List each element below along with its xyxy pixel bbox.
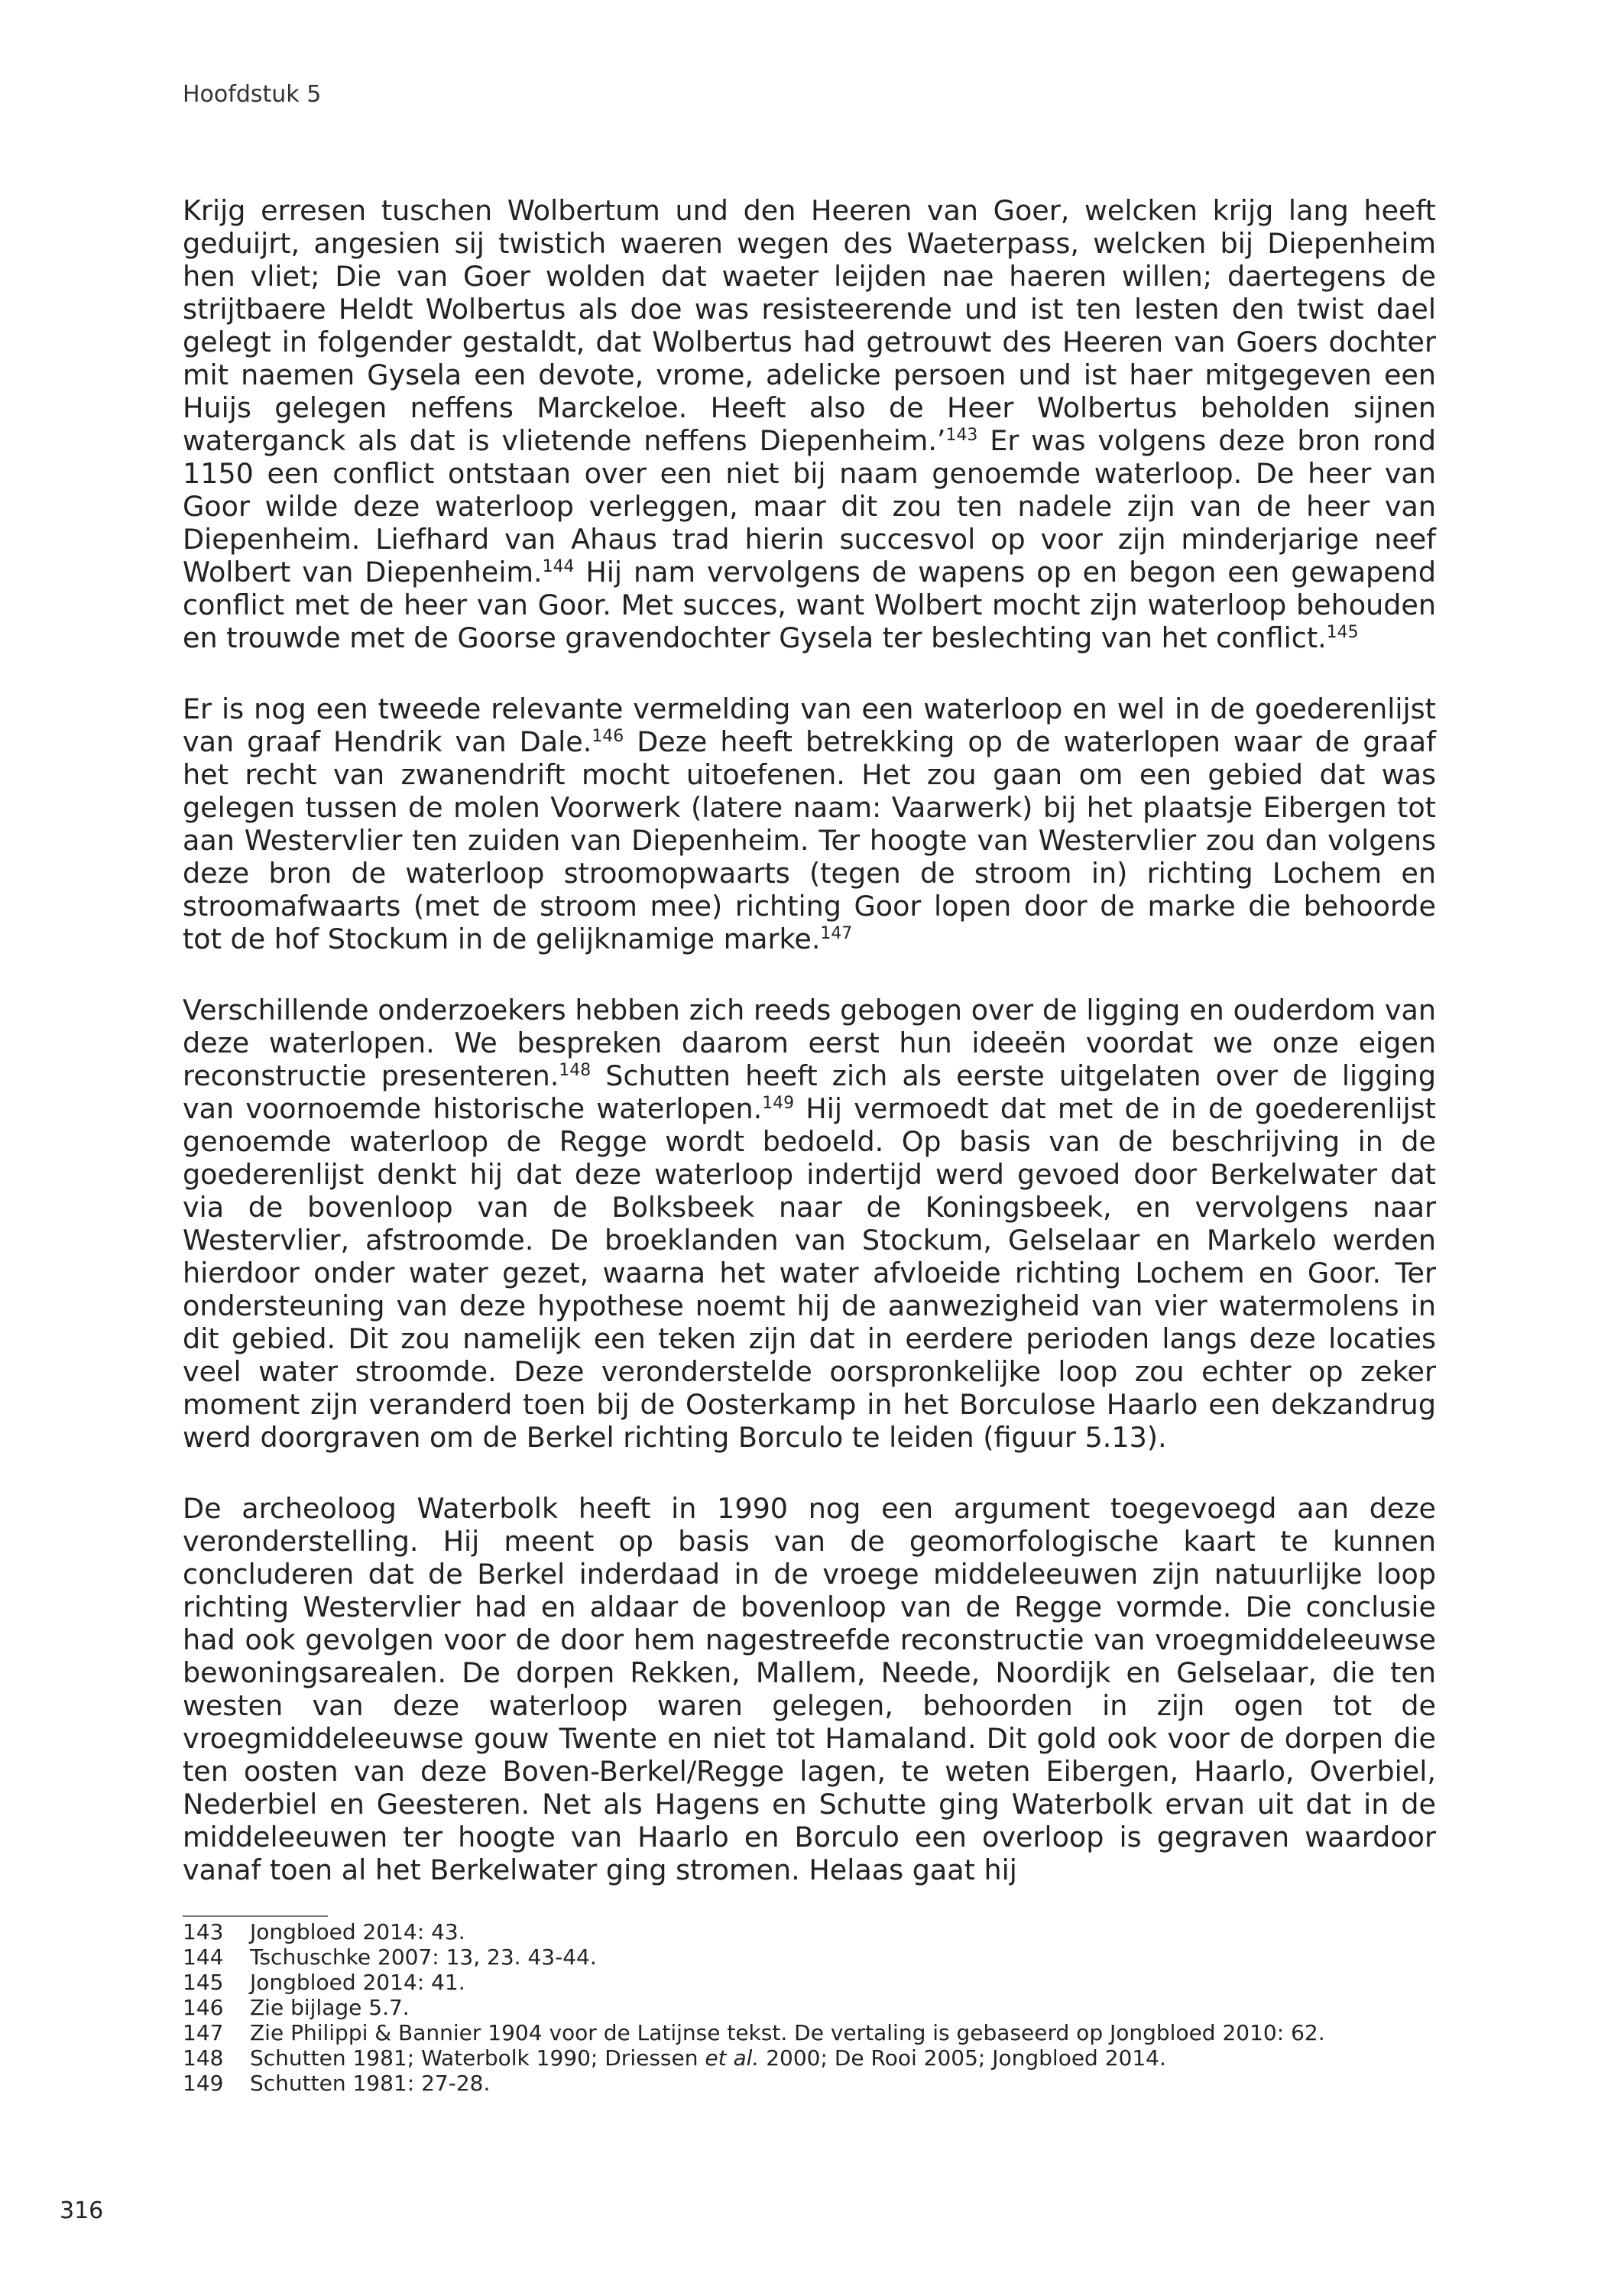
running-header: Hoofdstuk 5 bbox=[183, 81, 322, 108]
footnote-separator bbox=[183, 1915, 328, 1917]
footnote-ref-149[interactable]: 149 bbox=[762, 1093, 795, 1113]
text-run: Deze heeft betrekking op de waterlopen waar de graaf het recht van zwanendrift mocht uitoefenen. Het zou gaan om een gebied dat was gelegen tussen de molen Voorwerk (latere naam: Vaarwerk) bij het plaatsje Eibergen tot aan Westervlier ten zuiden van Diepenheim. Ter hoogte van Westervlier zou dan volgens deze bron de waterloop stroomopwaarts (tegen de stroom in) richting Lochem en stroomafwaarts (met de stroom mee) richting Goor lopen door de marke die behoorde tot de hof Stockum in de gelijknamige marke. bbox=[183, 725, 1436, 955]
footnote-number: 146 bbox=[183, 1995, 224, 2020]
footnote-147 bbox=[183, 2020, 1436, 2045]
footnote-number: 145 bbox=[183, 1970, 224, 1995]
footnote-ref-145[interactable]: 145 bbox=[1326, 622, 1359, 642]
text-run: Krijg erresen tuschen Wolbertum und den Heeren van Goer, welcken krijg lang heeft geduijrt, angesien sij twistich waeren wegen des Waeterpass, welcken bij Diepenheim hen vliet; Die van Goer wolden dat waeter leijden nae haeren willen; daertegens de strijtbaere Heldt Wolbertus als doe was resisteerende und ist ten lesten den twist dael gelegt in folgender gestaldt, dat Wolbertus had getrouwt des Heeren van Goers dochter mit naemen Gysela een devote, vrome, adelicke persoen und ist haer mitgegeven een Huijs gelegen neffens Marckeloe. Heeft also de Heer Wolbertus beholden sijnen waterganck als dat is vlietende neffens Diepenheim.’ bbox=[183, 194, 1436, 457]
text-run: De archeoloog Waterbolk heeft in 1990 nog een argument toegevoegd aan deze veronderstelling. Hij meent op basis van de geomorfologische kaart te kunnen concluderen dat de Berkel inderdaad in de vroege middeleeuwen zijn natuurlijke loop richting Westervlier had en aldaar de bovenloop van de Regge vormde. Die conclusie had ook gevolgen voor de door hem nagestreefde reconstructie van vroegmiddeleeuwse bewoningsarealen. De dorpen Rekken, Mallem, Neede, Noordijk en Gelselaar, die ten westen van deze waterloop waren gelegen, behoorden in zijn ogen tot de vroegmiddeleeuwse gouw Twente en niet tot Hamaland. Dit gold ook voor de dorpen die ten oosten van deze Boven-Berkel/Regge lagen, te weten Eibergen, Haarlo, Overbiel, Nederbiel en Geesteren. Net als Hagens en Schutte ging Waterbolk ervan uit dat in de middeleeuwen ter hoogte van Haarlo en Borculo een overloop is gegraven waardoor vanaf toen al het Berkelwater ging stromen. Helaas gaat hij bbox=[183, 1492, 1436, 1886]
text-run: Verschillende onderzoekers hebben zich reeds gebogen over de ligging en ouderdom van deze waterlopen. We bespreken daarom eerst hun ideeën voordat we onze eigen reconstructie presenteren. bbox=[183, 994, 1436, 1092]
italic-text: et al. bbox=[705, 2045, 760, 2071]
footnote-number: 147 bbox=[183, 2020, 224, 2045]
paragraph-1 bbox=[183, 194, 1436, 654]
paragraph-2 bbox=[183, 692, 1436, 955]
footnote-text: Zie Philippi & Bannier 1904 voor de Latijnse tekst. De vertaling is gebaseerd op Jongbloed 2010: 62. bbox=[250, 2020, 1325, 2045]
footnote-text: Zie bijlage 5.7. bbox=[250, 1995, 410, 2020]
footnote-148 bbox=[183, 2045, 1436, 2071]
paragraph-3 bbox=[183, 994, 1436, 1454]
text-run: Hij nam vervolgens de wapens op en begon een gewapend conflict met de heer van Goor. Met succes, want Wolbert mocht zijn waterloop behouden en trouwde met de Goorse gravendochter Gysela ter beslechting van het conflict. bbox=[183, 556, 1436, 654]
footnote-ref-143[interactable]: 143 bbox=[945, 425, 978, 445]
footnote-text: Jongbloed 2014: 43. bbox=[250, 1919, 465, 1944]
page-number: 316 bbox=[60, 2197, 104, 2224]
footnote-ref-148[interactable]: 148 bbox=[559, 1060, 592, 1080]
text-run: Schutten 1981; Waterbolk 1990; Driessen bbox=[250, 2045, 705, 2071]
footnote-ref-146[interactable]: 146 bbox=[592, 726, 624, 746]
footnote-text: Jongbloed 2014: 41. bbox=[250, 1970, 465, 1995]
main-text bbox=[183, 194, 1436, 1925]
footnote-text bbox=[250, 2045, 1436, 2071]
footnote-text: Schutten 1981: 27-28. bbox=[250, 2071, 491, 2096]
footnote-146 bbox=[183, 1995, 1436, 2020]
footnote-number: 148 bbox=[183, 2045, 224, 2071]
footnote-143 bbox=[183, 1919, 1436, 1944]
footnote-text: Tschuschke 2007: 13, 23. 43-44. bbox=[250, 1944, 597, 1970]
footnote-ref-147[interactable]: 147 bbox=[820, 923, 853, 943]
text-run: Er is nog een tweede relevante vermelding van een waterloop en wel in de goederenlijst van graaf Hendrik van Dale. bbox=[183, 692, 1436, 758]
text-run: 2000; De Rooi 2005; Jongbloed 2014. bbox=[759, 2045, 1166, 2071]
text-run: Er was volgens deze bron rond 1150 een conflict ontstaan over een niet bij naam genoemde waterloop. De heer van Goor wilde deze waterloop verleggen, maar dit zou ten nadele zijn van de heer van Diepenheim. Liefhard van Ahaus trad hierin succesvol op voor zijn minderjarige neef Wolbert van Diepenheim. bbox=[183, 424, 1437, 589]
footnote-145 bbox=[183, 1970, 1436, 1995]
paragraph-4 bbox=[183, 1492, 1436, 1886]
footnote-number: 143 bbox=[183, 1919, 224, 1944]
footnote-number: 149 bbox=[183, 2071, 224, 2096]
footnotes bbox=[183, 1919, 1436, 2096]
footnote-number: 144 bbox=[183, 1944, 224, 1970]
footnote-149 bbox=[183, 2071, 1436, 2096]
text-run: Schutten heeft zich als eerste uitgelaten over de ligging van voornoemde historische waterlopen. bbox=[183, 1059, 1436, 1125]
footnote-ref-144[interactable]: 144 bbox=[542, 556, 575, 576]
text-run: Hij vermoedt dat met de in de goederenlijst genoemde waterloop de Regge wordt bedoeld. Op basis van de beschrijving in de goederenlijst denkt hij dat deze waterloop indertijd werd gevoed door Berkelwater dat via de bovenloop van de Bolksbeek naar de Koningsbeek, en vervolgens naar Westervlier, afstroomde. De broeklanden van Stockum, Gelselaar en Markelo werden hierdoor onder water gezet, waarna het water afvloeide richting Lochem en Goor. Ter ondersteuning van deze hypothese noemt hij de aanwezigheid van vier watermolens in dit gebied. Dit zou namelijk een teken zijn dat in eerdere perioden langs deze locaties veel water stroomde. Deze veronderstelde oorspronkelijke loop zou echter op zeker moment zijn veranderd toen bij de Oosterkamp in het Borculose Haarlo een dekzandrug werd doorgraven om de Berkel richting Borculo te leiden (figuur 5.13). bbox=[183, 1092, 1436, 1454]
footnote-144 bbox=[183, 1944, 1436, 1970]
